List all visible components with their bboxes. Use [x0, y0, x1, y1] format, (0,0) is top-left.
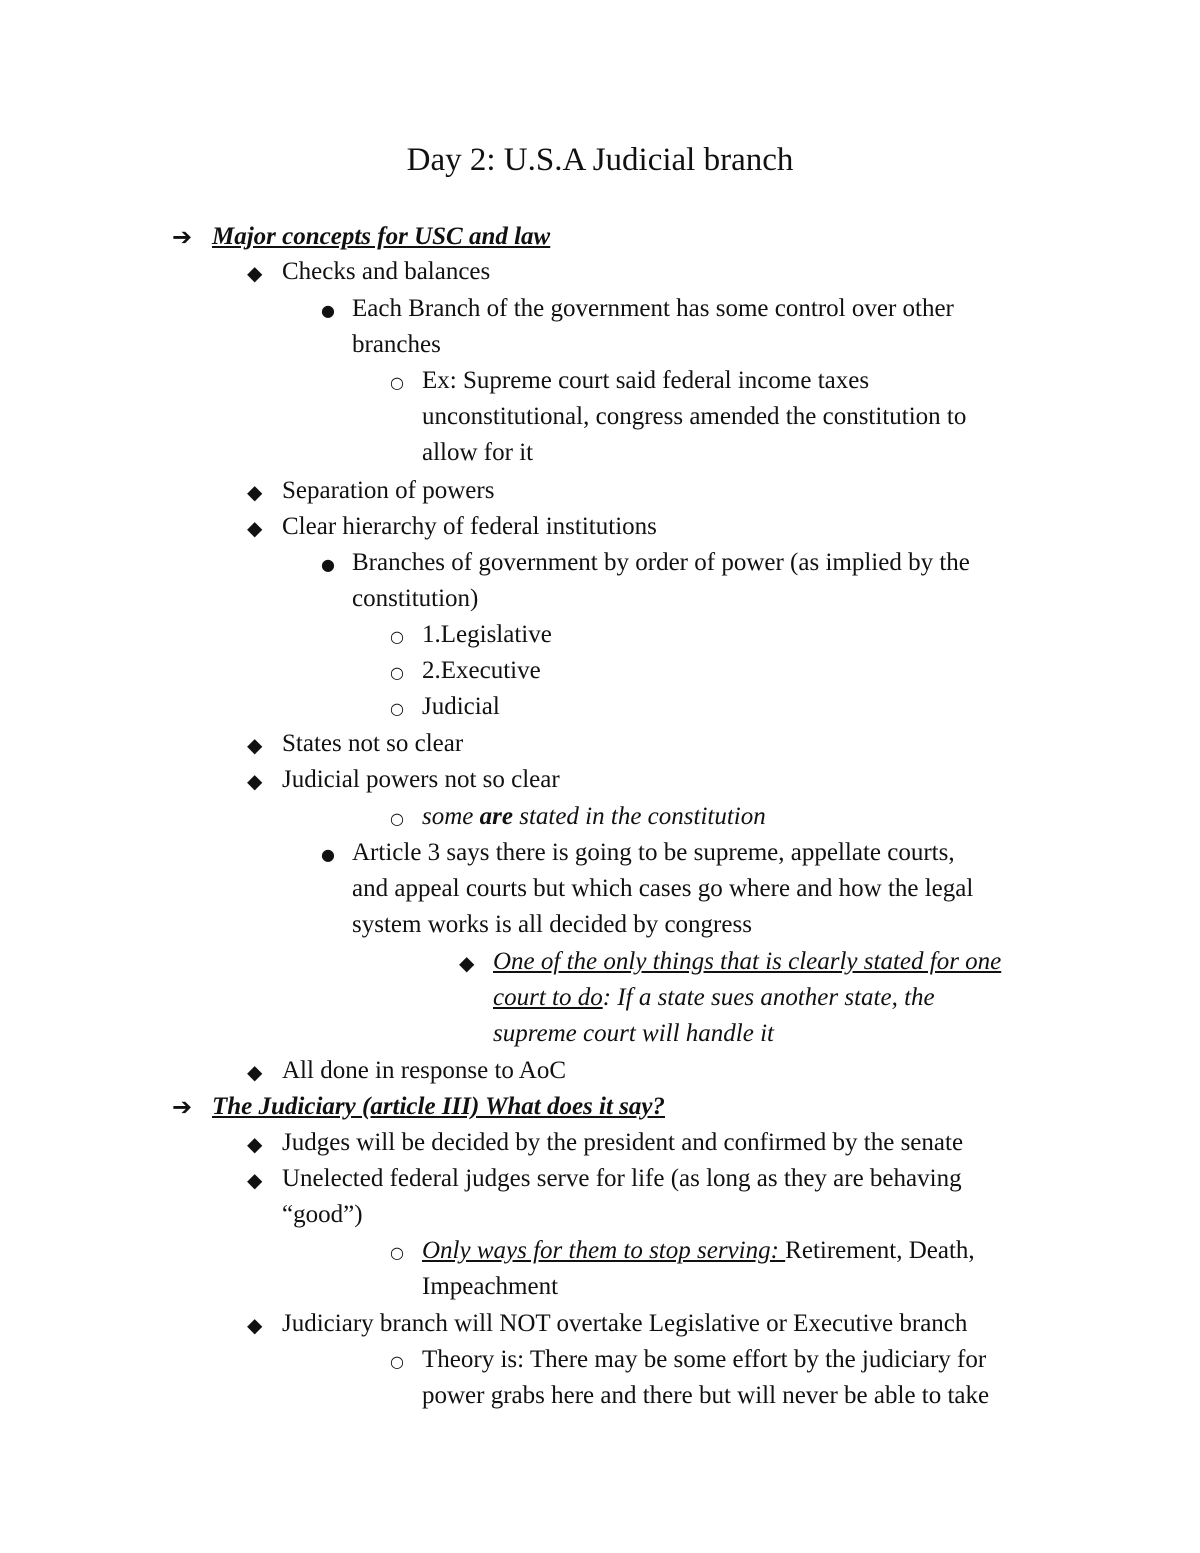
- outline-item-continued: supreme court will handle it: [493, 1020, 774, 1047]
- section-heading: Major concepts for USC and law: [212, 223, 551, 250]
- circle-bullet-icon: ○: [390, 663, 404, 682]
- circle-bullet-icon: ○: [390, 699, 404, 718]
- diamond-bullet-icon: ◆: [247, 733, 263, 757]
- outline-item-italic: [493, 944, 1001, 980]
- text-stated: stated in the constitution: [519, 803, 766, 830]
- underlined-text: court to do: [493, 984, 603, 1011]
- outline-item-continued: and appeal courts but which cases go where and how the legal: [352, 875, 974, 902]
- dot-bullet-icon: ●: [321, 845, 335, 864]
- outline-item: Branches of government by order of power (as implied by the: [352, 549, 970, 576]
- underlined-text: One of the only things that is clearly stated for one: [493, 948, 1002, 975]
- outline-item: States not so clear: [282, 730, 464, 757]
- diamond-bullet-icon: ◆: [247, 1313, 263, 1337]
- circle-bullet-icon: ○: [390, 373, 404, 392]
- outline-item-continued: system works is all decided by congress: [352, 911, 752, 938]
- outline-item-continued: unconstitutional, congress amended the constitution to: [422, 403, 967, 430]
- diamond-bullet-icon: ◆: [247, 1132, 263, 1156]
- diamond-bullet-icon: ◆: [247, 261, 263, 285]
- outline-item-italic: [422, 799, 766, 835]
- outline-item-continued: branches: [352, 331, 441, 358]
- outline-item: Ex: Supreme court said federal income taxes: [422, 367, 870, 394]
- outline-item: Judicial: [422, 693, 500, 720]
- outline-item-continued: [493, 980, 935, 1016]
- outline-item-continued: allow for it: [422, 439, 534, 466]
- outline-item: All done in response to AoC: [282, 1057, 567, 1084]
- outline-item: Judges will be decided by the president and confirmed by the senate: [282, 1129, 964, 1156]
- diamond-bullet-icon: ◆: [247, 480, 263, 504]
- outline-item-continued: “good”): [282, 1201, 363, 1228]
- outline-item: Theory is: There may be some effort by the judiciary for: [422, 1346, 987, 1373]
- outline-item-continued: power grabs here and there but will never be able to take: [422, 1382, 990, 1409]
- outline-item: Each Branch of the government has some control over other: [352, 295, 954, 322]
- underlined-italic-text: Only ways for them to stop serving:: [422, 1237, 786, 1264]
- diamond-bullet-icon: ◆: [247, 1060, 263, 1084]
- text-some: some: [422, 803, 474, 830]
- arrow-bullet-icon: ➔: [172, 223, 193, 251]
- diamond-bullet-icon: ◆: [247, 1168, 263, 1192]
- outline-item: 1.Legislative: [422, 621, 552, 648]
- outline-item: Judiciary branch will NOT overtake Legislative or Executive branch: [282, 1310, 968, 1337]
- outline-item-continued: constitution): [352, 585, 479, 612]
- dot-bullet-icon: ●: [321, 301, 335, 320]
- circle-bullet-icon: ○: [390, 627, 404, 646]
- arrow-bullet-icon: ➔: [172, 1093, 193, 1121]
- text-rest: : If a state sues another state, the: [602, 984, 935, 1011]
- page-title: Day 2: U.S.A Judicial branch: [406, 142, 794, 178]
- outline-item: Unelected federal judges serve for life (as long as they are behaving: [282, 1165, 962, 1192]
- text-are-emphasis: are: [479, 803, 513, 830]
- outline-item: 2.Executive: [422, 657, 541, 684]
- circle-bullet-icon: ○: [390, 809, 404, 828]
- circle-bullet-icon: ○: [390, 1243, 404, 1262]
- diamond-bullet-icon: ◆: [459, 951, 475, 975]
- dot-bullet-icon: ●: [321, 555, 335, 574]
- section-heading: The Judiciary (article III) What does it say?: [212, 1093, 666, 1120]
- outline-item: [422, 1233, 975, 1269]
- outline-item-continued: Impeachment: [422, 1273, 559, 1300]
- circle-bullet-icon: ○: [390, 1352, 404, 1371]
- outline-item: Clear hierarchy of federal institutions: [282, 513, 657, 540]
- outline-item: Judicial powers not so clear: [282, 766, 560, 793]
- text-rest: Retirement, Death,: [785, 1237, 975, 1264]
- diamond-bullet-icon: ◆: [247, 769, 263, 793]
- outline-item: Separation of powers: [282, 477, 495, 504]
- outline-item: Checks and balances: [282, 258, 491, 285]
- diamond-bullet-icon: ◆: [247, 516, 263, 540]
- outline-item: Article 3 says there is going to be supreme, appellate courts,: [352, 839, 955, 866]
